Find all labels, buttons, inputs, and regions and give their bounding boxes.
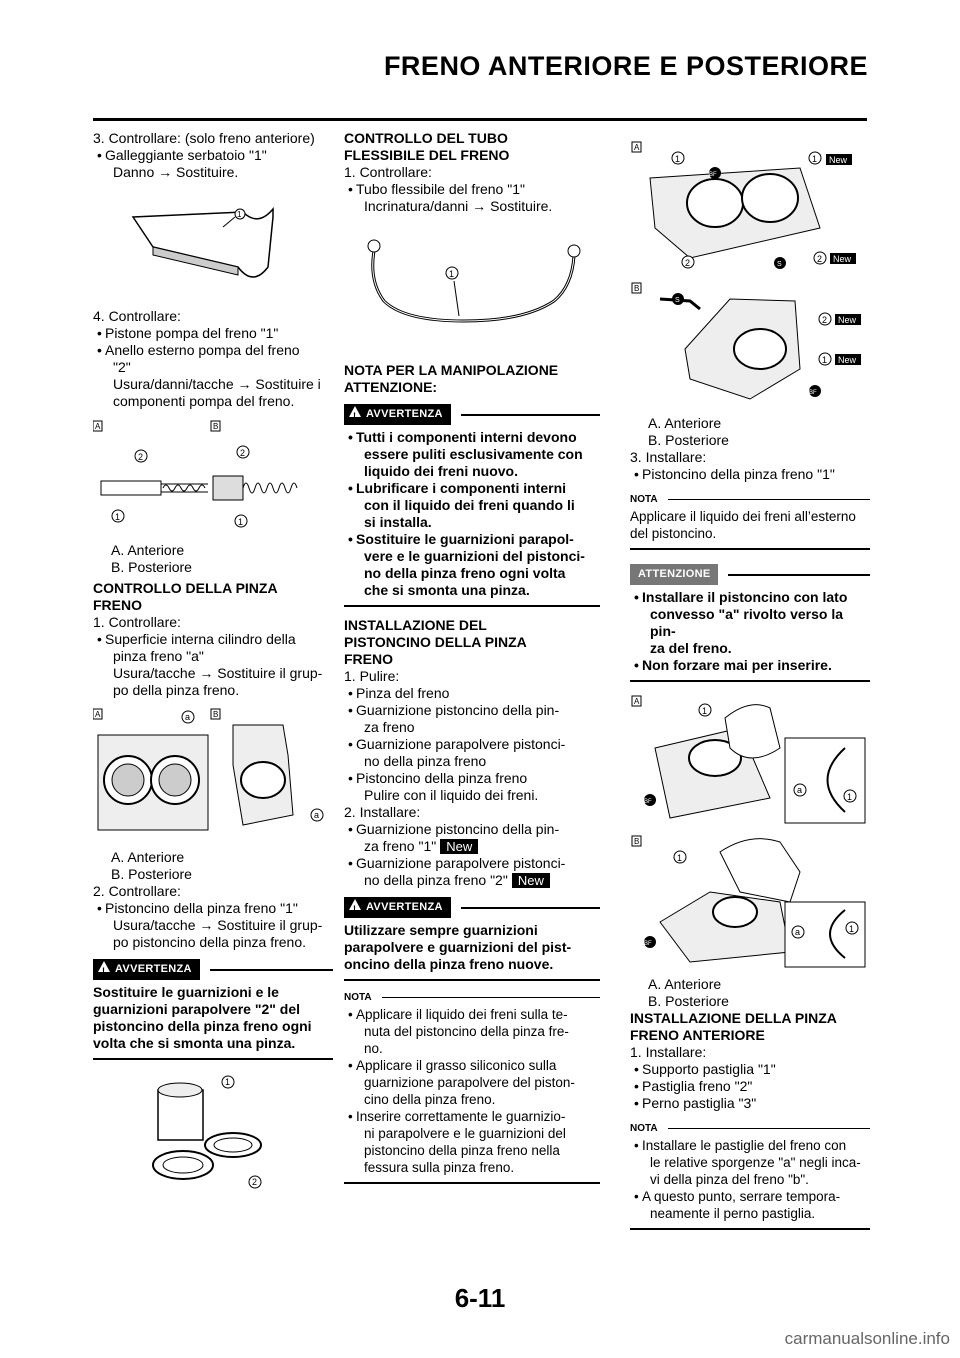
note-bullet: • Applicare il grasso siliconico sulla — [348, 1058, 557, 1073]
bullet-cont: Usura/tacche → Sostituire il grup- — [113, 665, 323, 681]
bullet-cont: po della pinza freno. — [113, 682, 240, 698]
bullet-item: • Pastiglia freno "2" — [634, 1078, 753, 1094]
note-bullet: • A questo punto, serrare tempora- — [634, 1189, 841, 1204]
svg-text:BF: BF — [709, 172, 717, 178]
svg-text:New: New — [838, 355, 857, 365]
piston-install-figure-a — [630, 688, 870, 826]
caution-text: za del freno. — [650, 640, 732, 656]
float-figure — [93, 187, 333, 302]
caution-bullet: • Installare il pistoncino con lato — [634, 589, 848, 605]
caliper-seal-figure-b — [630, 279, 870, 409]
svg-text:BF: BF — [809, 390, 817, 396]
warning-text: parapolvere e guarnizioni del pist- — [344, 939, 572, 955]
svg-text:a: a — [797, 785, 803, 795]
hose-figure — [344, 221, 600, 356]
warning-text: Sostituire le guarnizioni e le — [93, 984, 279, 1000]
bullet-cont: "2" — [113, 359, 131, 375]
caution-bullet: • Non forzare mai per inserire. — [634, 657, 832, 673]
warning-text: no della pinza freno ogni volta — [364, 565, 566, 581]
section-heading: FRENO — [344, 651, 393, 667]
page-title: FRENO ANTERIORE E POSTERIORE — [383, 51, 868, 81]
bullet-item: • Galleggiante serbatoio "1" — [97, 147, 267, 163]
bullet-cont: componenti pompa del freno. — [113, 393, 295, 409]
section-heading: NOTA PER LA MANIPOLAZIONE — [344, 362, 559, 378]
new-tag: New — [512, 873, 550, 888]
bullet-cont: po pistoncino della pinza freno. — [113, 934, 307, 950]
front-piston-install-drawing — [630, 688, 870, 826]
note-text: vi della pinza del freno "b". — [650, 1172, 809, 1187]
note-text: pistoncino della pinza freno nella — [364, 1143, 560, 1158]
seal-figure — [93, 1070, 333, 1190]
warning-text: si installa. — [364, 514, 432, 530]
brake-hose-drawing — [344, 221, 600, 356]
column-2 — [344, 130, 600, 1184]
warning-bullet: • Lubrificare i componenti interni — [348, 480, 567, 496]
svg-text:2: 2 — [822, 315, 828, 325]
warning-badge: ! AVVERTENZA — [344, 897, 451, 918]
bullet-item: • Guarnizione pistoncino della pin- — [348, 702, 560, 718]
bullet-item: • Pistoncino della pinza freno "1" — [634, 466, 835, 482]
step-text: 2. Installare: — [344, 804, 421, 820]
note-bullet: • Applicare il liquido dei freni sulla te- — [348, 1007, 568, 1022]
svg-text:2: 2 — [138, 452, 144, 462]
caliper-seal-figure-a — [630, 138, 870, 273]
svg-text:a: a — [795, 927, 801, 937]
warning-box — [344, 897, 600, 981]
fig-label-b: B — [213, 422, 219, 431]
bullet-cont: za freno — [364, 719, 415, 735]
note-body — [630, 508, 870, 542]
svg-text:2: 2 — [240, 448, 246, 458]
step-text: 2. Controllare: — [93, 883, 181, 899]
bullet-cont: pinza freno "a" — [113, 648, 204, 664]
svg-text:B: B — [634, 837, 640, 846]
section-heading: INSTALLAZIONE DELLA PINZA — [630, 1010, 837, 1026]
svg-text:BF: BF — [644, 941, 652, 947]
note-text: cino della pinza freno. — [364, 1092, 496, 1107]
svg-text:New: New — [833, 254, 852, 264]
svg-text:A: A — [634, 143, 640, 152]
svg-text:a: a — [185, 712, 191, 722]
warning-text: pistoncino della pinza freno ogni — [93, 1018, 312, 1034]
bullet-item: • Guarnizione pistoncino della pin- — [348, 821, 560, 837]
warning-text: che si smonta una pinza. — [364, 582, 530, 598]
step-text: 1. Pulire: — [344, 668, 400, 684]
bullet-cont: no della pinza freno — [364, 753, 487, 769]
bullet-item: • Anello esterno pompa del freno — [97, 342, 300, 358]
warning-box — [344, 404, 600, 607]
note-bullet: • Inserire correttamente le guarnizio- — [348, 1109, 566, 1124]
svg-text:B: B — [213, 710, 219, 719]
svg-text:1: 1 — [847, 792, 853, 802]
bullet-item: • Supporto pastiglia "1" — [634, 1061, 776, 1077]
warning-bullet: • Sostituire le guarnizioni parapol- — [348, 531, 574, 547]
fig-caption: B. Posteriore — [111, 866, 192, 882]
section-heading: CONTROLLO DEL TUBO — [344, 130, 508, 146]
bullet-item: • Guarnizione parapolvere pistonci- — [348, 855, 566, 871]
bullet-cont: Usura/danni/tacche → Sostituire i — [113, 376, 321, 392]
fig-caption: B. Posteriore — [648, 432, 729, 448]
svg-text:2: 2 — [685, 258, 691, 268]
step-text: 1. Controllare: — [344, 164, 432, 180]
warning-text: oncino della pinza freno nuove. — [344, 956, 554, 972]
step-text: 4. Controllare: — [93, 308, 181, 324]
svg-text:A: A — [95, 710, 101, 719]
fig-caption: B. Posteriore — [111, 559, 192, 575]
note-text: fessura sulla pinza freno. — [364, 1160, 515, 1175]
warning-text: guarnizioni parapolvere "2" del — [93, 1001, 300, 1017]
piston-figure — [93, 416, 333, 536]
fig-label-a: A — [95, 422, 101, 431]
new-tag: New — [440, 839, 478, 854]
section-heading: PISTONCINO DELLA PINZA — [344, 634, 527, 650]
bullet-cont: Pulire con il liquido dei freni. — [364, 787, 539, 803]
bullet-item: • Tubo flessibile del freno "1" — [348, 181, 525, 197]
bullet-cont: Usura/tacche → Sostituire il grup- — [113, 917, 323, 933]
column-1 — [93, 130, 333, 1196]
step-text: 1. Installare: — [630, 1044, 707, 1060]
note-text: Applicare il liquido dei freni all’esterno — [630, 509, 856, 524]
bullet-item: • Superficie interna cilindro della — [97, 631, 296, 647]
warning-text: volta che si smonta una pinza. — [93, 1035, 296, 1051]
note-header: NOTA — [630, 491, 870, 508]
bullet-item: • Pistoncino della pinza freno "1" — [97, 900, 298, 916]
warning-text: vere e le guarnizioni del pistonci- — [364, 548, 585, 564]
svg-text:1: 1 — [812, 154, 818, 164]
reservoir-float-drawing — [93, 187, 333, 302]
note-body — [344, 1006, 600, 1176]
step-text: 1. Controllare: — [93, 614, 181, 630]
svg-text:A: A — [634, 697, 640, 706]
fig-caption: A. Anteriore — [648, 976, 722, 992]
note-text: ni parapolvere e le guarnizioni del — [364, 1126, 566, 1141]
header-rule — [93, 118, 867, 121]
bullet-item: • Guarnizione parapolvere pistonci- — [348, 736, 566, 752]
svg-text:B: B — [634, 284, 640, 293]
piston-seal-drawing — [93, 1070, 333, 1190]
master-piston-drawing — [93, 416, 333, 536]
caution-text: convesso "a" rivolto verso la pin- — [650, 606, 844, 639]
svg-text:1: 1 — [449, 269, 455, 279]
step-text: 3. Installare: — [630, 449, 707, 465]
callout-1: 1 — [237, 210, 242, 219]
caution-badge: ATTENZIONE — [630, 564, 718, 585]
warning-bullet: • Tutti i componenti interni devono — [348, 429, 577, 445]
fig-caption: A. Anteriore — [648, 415, 722, 431]
svg-text:2: 2 — [252, 1177, 258, 1187]
svg-text:a: a — [314, 810, 320, 820]
svg-text:1: 1 — [702, 706, 708, 716]
bullet-cont: no della pinza freno "2" New — [344, 872, 600, 889]
front-caliper-seals-drawing — [630, 138, 870, 273]
note-text: le relative sporgenze "a" negli inca- — [650, 1155, 861, 1170]
warning-text: Utilizzare sempre guarnizioni — [344, 922, 538, 938]
svg-text:New: New — [838, 315, 857, 325]
watermark: carmanualsonline.info — [784, 1329, 950, 1348]
bullet-item: • Perno pastiglia "3" — [634, 1095, 757, 1111]
svg-text:1: 1 — [677, 853, 683, 863]
note-text: no. — [364, 1041, 383, 1056]
svg-text:1: 1 — [675, 154, 681, 164]
note-header: NOTA — [344, 989, 600, 1006]
fig-caption: A. Anteriore — [111, 849, 185, 865]
note-text: guarnizione parapolvere del piston- — [364, 1075, 575, 1090]
rear-caliper-seals-drawing — [630, 279, 870, 409]
svg-text:2: 2 — [817, 254, 823, 264]
caliper-cylinder-drawing — [93, 705, 333, 843]
note-header: NOTA — [630, 1120, 870, 1137]
fig-caption: B. Posteriore — [648, 993, 729, 1009]
column-3 — [630, 130, 870, 1230]
bullet-item: • Pistoncino della pinza freno — [348, 770, 528, 786]
svg-text:1: 1 — [822, 355, 828, 365]
warning-box — [93, 959, 333, 1060]
svg-text:New: New — [829, 155, 848, 165]
fig-caption: A. Anteriore — [111, 542, 185, 558]
warning-text: essere puliti esclusivamente con — [364, 446, 583, 462]
caution-box — [630, 564, 870, 682]
svg-text:S: S — [675, 297, 680, 304]
bullet-item: • Pistone pompa del freno "1" — [97, 325, 279, 341]
section-heading: FRENO — [93, 597, 142, 613]
piston-install-figure-b — [630, 832, 870, 970]
caliper-figure — [93, 705, 333, 843]
section-heading: INSTALLAZIONE DEL — [344, 617, 487, 633]
warning-badge: ! AVVERTENZA — [93, 959, 200, 980]
section-heading: FRENO ANTERIORE — [630, 1027, 765, 1043]
svg-text:S: S — [777, 261, 782, 268]
svg-text:1: 1 — [115, 512, 121, 522]
bullet-cont: Danno → Sostituire. — [113, 164, 239, 180]
warning-badge: ! AVVERTENZA — [344, 404, 451, 425]
svg-text:1: 1 — [238, 517, 244, 527]
step-text: 3. Controllare: (solo freno anteriore) — [93, 130, 315, 146]
section-heading: CONTROLLO DELLA PINZA — [93, 580, 278, 596]
note-bullet: • Installare le pastiglie del freno con — [634, 1138, 847, 1153]
bullet-cont: za freno "1" New — [344, 838, 600, 855]
svg-text:1: 1 — [849, 924, 855, 934]
note-text: del pistoncino. — [630, 526, 717, 541]
bullet-cont: Incrinatura/danni → Sostituire. — [364, 198, 553, 214]
warning-text: con il liquido dei freni quando li — [364, 497, 575, 513]
warning-text: liquido dei freni nuovo. — [364, 463, 518, 479]
page-number: 6-11 — [454, 1283, 506, 1313]
section-heading: ATTENZIONE: — [344, 379, 438, 395]
section-heading: FLESSIBILE DEL FRENO — [344, 147, 510, 163]
rear-piston-install-drawing — [630, 832, 870, 970]
svg-text:BF: BF — [644, 799, 652, 805]
note-body — [630, 1137, 870, 1222]
svg-text:1: 1 — [225, 1077, 231, 1087]
note-text: nuta del pistoncino della pinza fre- — [364, 1024, 569, 1039]
bullet-item: • Pinza del freno — [348, 685, 450, 701]
note-text: neamente il perno pastiglia. — [650, 1206, 816, 1221]
